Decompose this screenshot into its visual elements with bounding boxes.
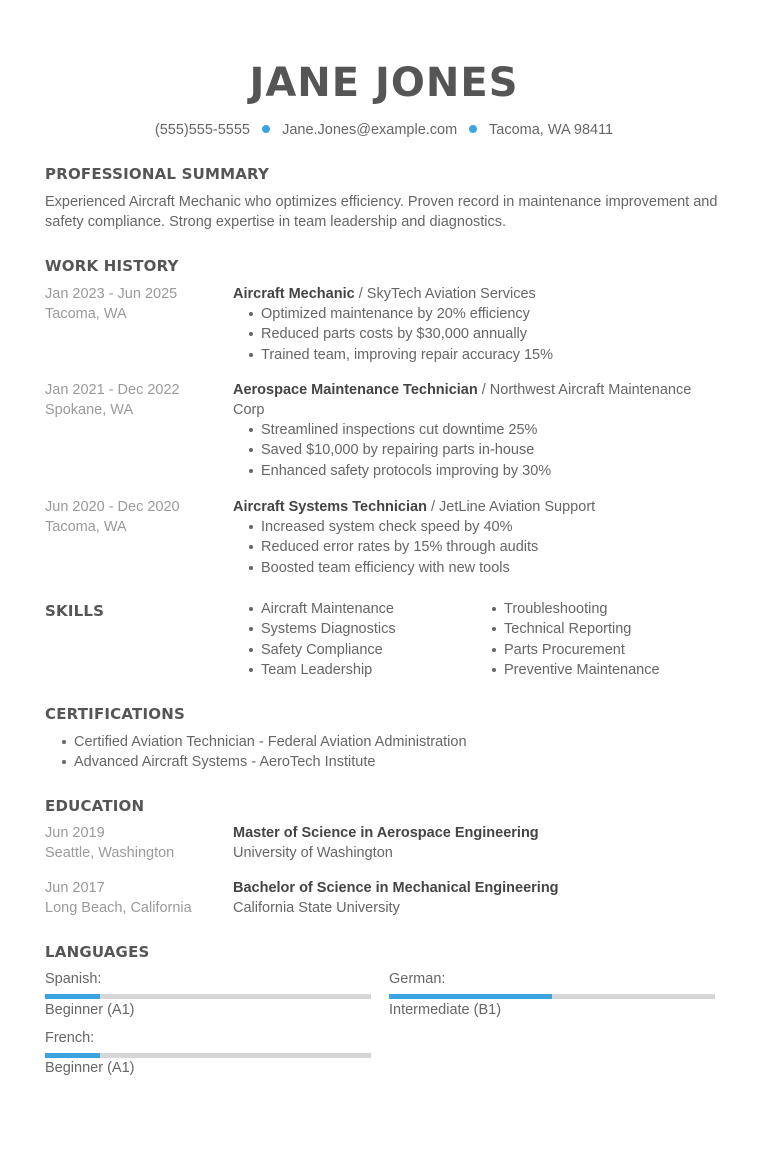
skill-item: Safety Compliance xyxy=(245,640,475,660)
education-meta xyxy=(45,878,192,918)
job-title: Aircraft Mechanic xyxy=(233,286,355,302)
education-entry xyxy=(233,823,723,863)
list-item: Trained team, improving repair accuracy 15% xyxy=(245,345,723,365)
job-dates: Jan 2021 - Dec 2022 xyxy=(45,382,180,398)
education-entry xyxy=(233,878,723,918)
list-item: Enhanced safety protocols improving by 30% xyxy=(245,461,723,481)
email: Jane.Jones@example.com xyxy=(282,122,458,138)
job-dates: Jan 2023 - Jun 2025 xyxy=(45,286,178,302)
job-entry: Aerospace Maintenance Technician / Northwest Aircraft Maintenance Corp Streamlined inspections cut downtime 25% Saved $10,000 by repairing parts in-house Enhanced safety protocols improving by 30% xyxy=(233,380,723,481)
skill-item: Systems Diagnostics xyxy=(245,619,475,639)
language-level: Intermediate (B1) xyxy=(389,1002,502,1018)
job-entry: Aircraft Mechanic / SkyTech Aviation Services Optimized maintenance by 20% efficiency Reduced parts costs by $30,000 annually Trained team, improving repair accuracy 15% xyxy=(233,284,723,365)
language-progress-fill xyxy=(389,994,552,999)
location: Tacoma, WA 98411 xyxy=(489,122,614,138)
skill-item: Parts Procurement xyxy=(488,640,728,660)
school: California State University xyxy=(233,900,400,916)
skills-list-left xyxy=(245,599,475,680)
degree: Bachelor of Science in Mechanical Engineering xyxy=(233,880,559,896)
certification-item: Certified Aviation Technician - Federal Aviation Administration xyxy=(58,732,718,752)
skills-list-right xyxy=(488,599,728,680)
school: University of Washington xyxy=(233,845,393,861)
list-item: Increased system check speed by 40% xyxy=(245,517,723,537)
language-level: Beginner (A1) xyxy=(45,1002,135,1018)
education-date: Jun 2019 xyxy=(45,825,105,841)
job-location: Tacoma, WA xyxy=(45,306,127,322)
summary-text: Experienced Aircraft Mechanic who optimizes efficiency. Proven record in maintenance improvement and safety compliance. Strong expertise in team leadership and diagnostics. xyxy=(45,194,718,230)
job-bullets xyxy=(245,420,723,481)
certifications-list xyxy=(58,732,718,773)
education-date: Jun 2017 xyxy=(45,880,105,896)
language-level: Beginner (A1) xyxy=(45,1060,135,1076)
list-item: Streamlined inspections cut downtime 25% xyxy=(245,420,723,440)
job-meta xyxy=(45,380,180,420)
candidate-name: JANE JONES xyxy=(249,60,519,106)
list-item: Optimized maintenance by 20% efficiency xyxy=(245,304,723,324)
job-title: Aerospace Maintenance Technician xyxy=(233,382,478,398)
job-company: Northwest Aircraft Maintenance Corp xyxy=(233,382,692,418)
job-meta xyxy=(45,497,180,537)
skills-heading: SKILLS xyxy=(45,602,105,620)
job-meta xyxy=(45,284,177,324)
degree: Master of Science in Aerospace Engineering xyxy=(233,825,539,841)
list-item: Boosted team efficiency with new tools xyxy=(245,558,723,578)
separator-dot-icon xyxy=(469,125,477,133)
separator-dot-icon xyxy=(262,125,270,133)
education-meta xyxy=(45,823,174,863)
skill-item: Team Leadership xyxy=(245,660,475,680)
language-progress-bar xyxy=(45,1053,371,1058)
certification-item: Advanced Aircraft Systems - AeroTech Institute xyxy=(58,752,718,772)
phone: (555)555-5555 xyxy=(154,122,250,138)
skill-item: Preventive Maintenance xyxy=(488,660,728,680)
language-progress-bar xyxy=(45,994,371,999)
job-company: JetLine Aviation Support xyxy=(439,499,596,515)
certifications-heading: CERTIFICATIONS xyxy=(45,705,185,723)
contact-line xyxy=(0,122,768,138)
skill-item: Troubleshooting xyxy=(488,599,728,619)
list-item: Reduced parts costs by $30,000 annually xyxy=(245,324,723,344)
language-progress-fill xyxy=(45,1053,100,1058)
job-title: Aircraft Systems Technician xyxy=(233,499,427,515)
work-history-heading: WORK HISTORY xyxy=(45,257,179,275)
job-location: Tacoma, WA xyxy=(45,519,127,535)
language-progress-bar xyxy=(389,994,715,999)
job-bullets xyxy=(245,517,723,578)
language-progress-fill xyxy=(45,994,100,999)
skill-item: Aircraft Maintenance xyxy=(245,599,475,619)
education-heading: EDUCATION xyxy=(45,797,145,815)
job-dates: Jun 2020 - Dec 2020 xyxy=(45,499,180,515)
education-location: Long Beach, California xyxy=(45,900,192,916)
job-location: Spokane, WA xyxy=(45,402,134,418)
job-bullets xyxy=(245,304,723,365)
list-item: Saved $10,000 by repairing parts in-house xyxy=(245,440,723,460)
job-entry: Aircraft Systems Technician / JetLine Aviation Support Increased system check speed by 40% Reduced error rates by 15% through audits Boosted team efficiency with new tools xyxy=(233,497,723,578)
skill-item: Technical Reporting xyxy=(488,619,728,639)
education-location: Seattle, Washington xyxy=(45,845,175,861)
language-name: French: xyxy=(45,1030,95,1046)
languages-heading: LANGUAGES xyxy=(45,943,150,961)
job-company: SkyTech Aviation Services xyxy=(366,286,536,302)
list-item: Reduced error rates by 15% through audits xyxy=(245,537,723,557)
summary-heading: PROFESSIONAL SUMMARY xyxy=(45,165,270,183)
language-name: German: xyxy=(389,971,446,987)
language-name: Spanish: xyxy=(45,971,102,987)
